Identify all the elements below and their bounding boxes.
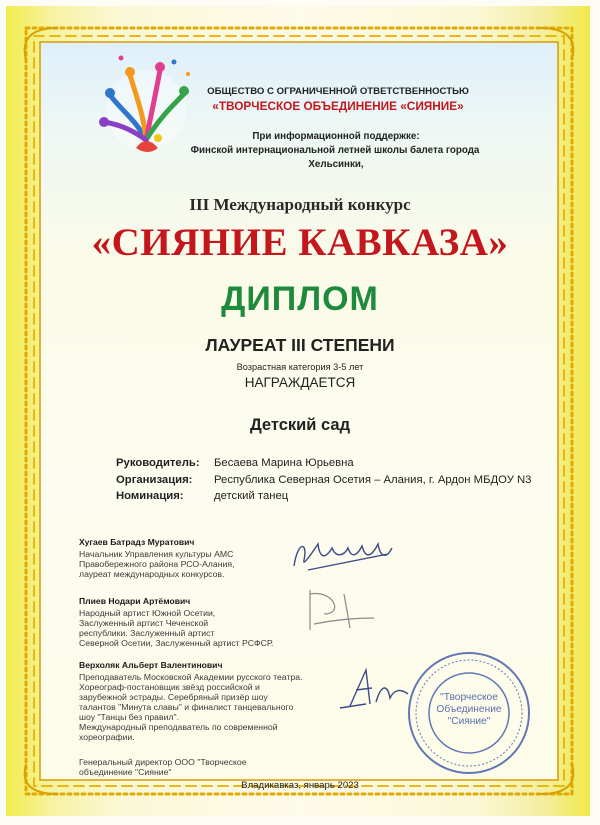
jury-role-line: лауреат международных конкурсов. (79, 569, 225, 579)
jury-name: Верхоляк Альберт Валентинович (79, 660, 223, 670)
detail-value-leader: Бесаева Марина Юрьевна (214, 457, 354, 469)
jury-member-1 (79, 537, 319, 579)
support-line-2: Финской интернациональной летней школы балета города (190, 145, 480, 156)
signature-1 (288, 530, 408, 580)
recipient-name: Детский сад (249, 416, 351, 434)
jury-role-line: республики. Заслуженный артист (79, 628, 215, 638)
contest-subtitle: III Международный конкурс (189, 195, 411, 214)
detail-label-organization: Организация: (116, 474, 193, 486)
jury-role-line: Северной Осетии, Заслуженный артист РСФСР. (79, 638, 274, 648)
signature-2 (304, 584, 384, 636)
jury-role-line: шоу "Танцы без правил". (79, 712, 180, 722)
jury-role-line: Правобережного района РСО-Алания, (79, 559, 235, 569)
jury-role-line: Начальник Управления культуры АМС (79, 549, 234, 559)
director-line: Генеральный директор ООО "Творческое (79, 757, 247, 767)
detail-label-leader: Руководитель: (116, 457, 200, 469)
jury-role-line: талантов "Минута славы" и финалист танцевального (79, 702, 294, 712)
support-line-1: При информационной поддержке: (252, 131, 420, 142)
jury-role-line: Народный артист Южной Осетии, (79, 608, 216, 618)
company-seal (406, 650, 532, 776)
jury-role-line: Преподаватель Московской Академии русского театра. (79, 672, 303, 682)
jury-role-line: зарубежной эстрады. Серебряный призёр шоу (79, 692, 268, 702)
org-line-1: ОБЩЕСТВО С ОГРАНИЧЕННОЙ ОТВЕТСТВЕННОСТЬЮ (207, 86, 469, 97)
age-category: Возрастная категория 3-5 лет (236, 362, 364, 372)
support-line-3: Хельсинки, (308, 159, 364, 170)
jury-role-line: Заслуженный артист Чеченской (79, 618, 209, 628)
director-block (79, 757, 299, 777)
detail-value-organization: Республика Северная Осетия – Алания, г. Ардон МБДОУ N3 (214, 474, 532, 486)
seal-text: "Творческое Объединение "Сияние" (436, 692, 502, 727)
degree-label: ЛАУРЕАТ III СТЕПЕНИ (205, 335, 395, 355)
jury-name: Хугаев Батрадз Муратович (79, 537, 195, 547)
jury-role-line: Международный преподаватель по современной (79, 722, 278, 732)
jury-role-line: Хореограф-постановщик звёзд российской и (79, 682, 260, 692)
diploma-title: ДИПЛОМ (221, 280, 379, 318)
jury-member-2 (79, 596, 339, 648)
jury-name: Плиев Нодари Артёмович (79, 596, 191, 606)
awarded-label: НАГРАЖДАЕТСЯ (244, 375, 356, 390)
footer-place-date: Владикавказ, январь 2023 (241, 780, 359, 791)
contest-title: «СИЯНИЕ КАВКАЗА» (91, 221, 509, 264)
jury-member-3 (79, 660, 359, 742)
director-line: объединение "Сияние" (79, 767, 172, 777)
jury-role-line: хореографии. (79, 732, 135, 742)
detail-value-nomination: детский танец (214, 490, 289, 502)
org-line-2: «ТВОРЧЕСКОЕ ОБЪЕДИНЕНИЕ «СИЯНИЕ» (212, 99, 464, 113)
signature-3 (336, 664, 416, 712)
detail-label-nomination: Номинация: (116, 490, 184, 502)
